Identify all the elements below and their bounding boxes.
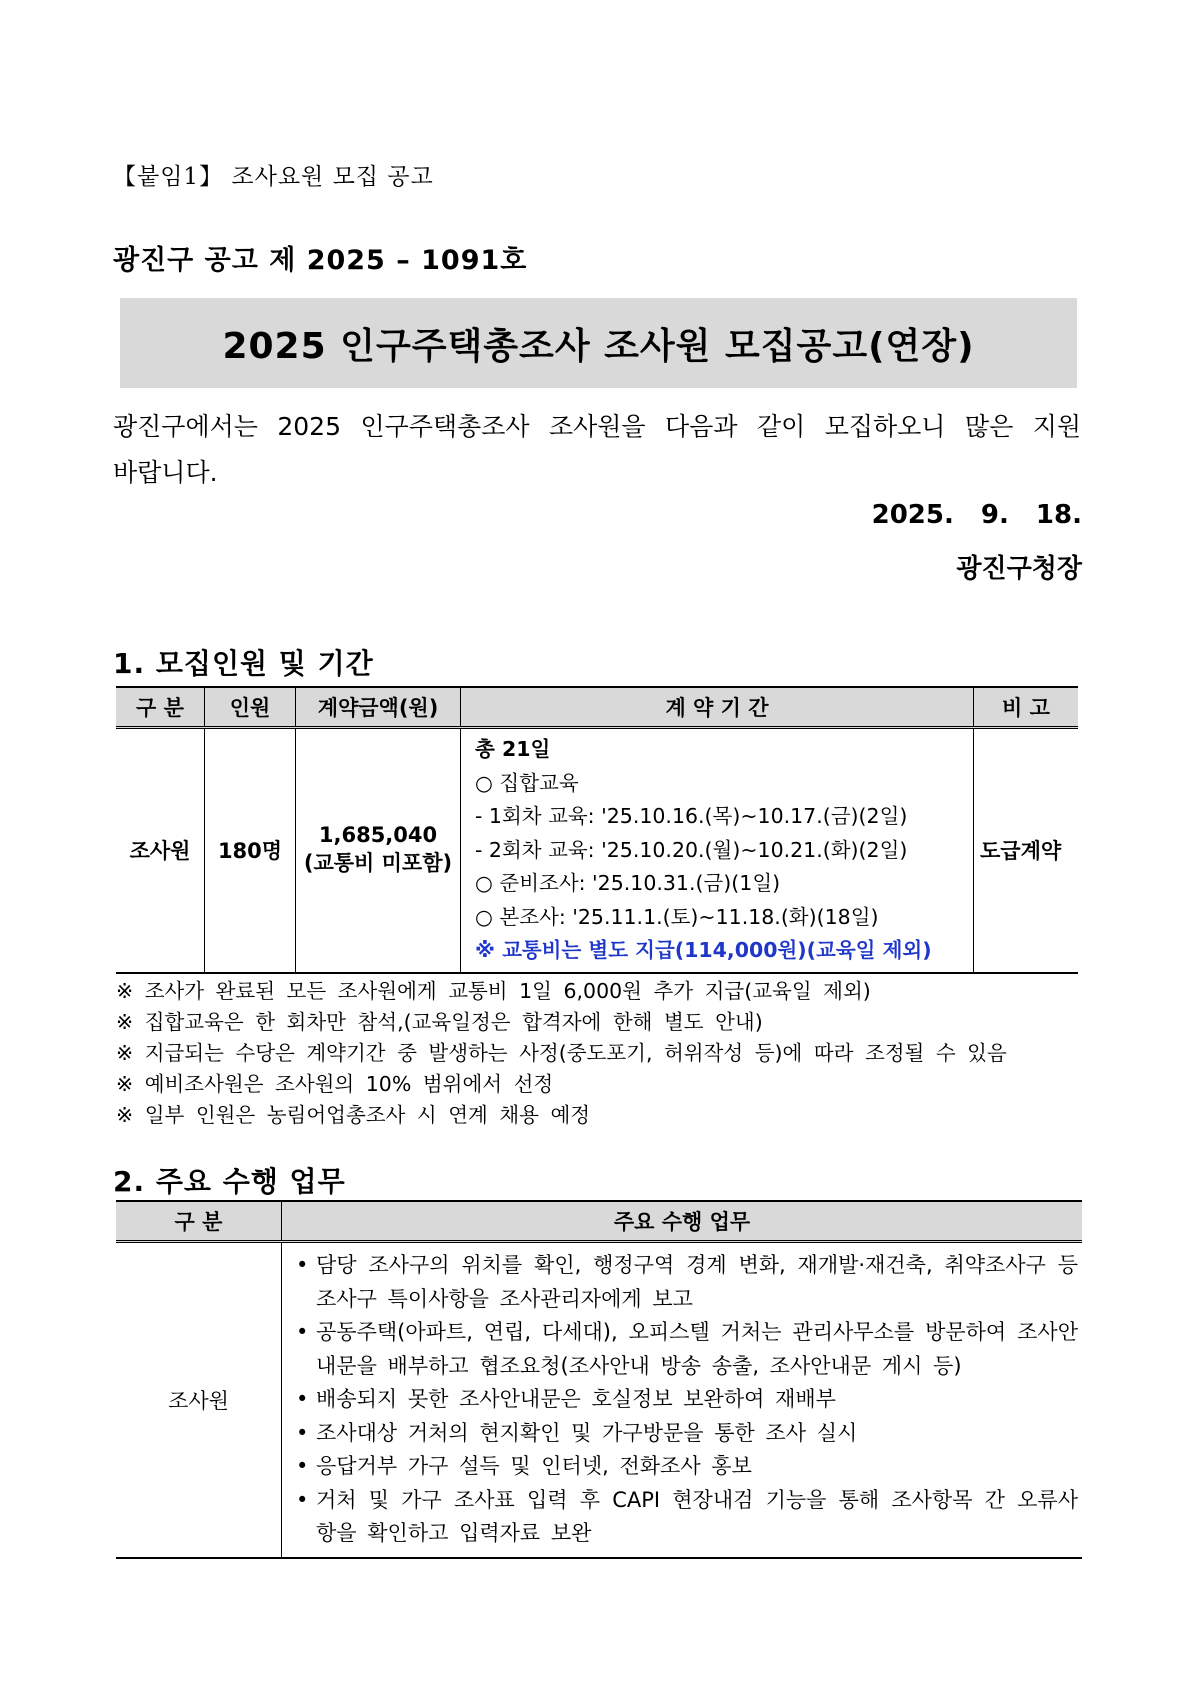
intro-paragraph: 광진구에서는 2025 인구주택총조사 조사원을 다음과 같이 모집하오니 많은 지원 바랍니다.: [113, 412, 1081, 487]
col-remark: 비 고: [974, 687, 1079, 728]
period-line: - 1회차 교육: '25.10.16.(목)~10.17.(금)(2일): [475, 804, 908, 828]
row-headcount: 180명: [205, 728, 296, 973]
col-category: 구 분: [116, 687, 205, 728]
bullet-icon: •: [296, 1420, 309, 1445]
col-duties: 주요 수행 업무: [282, 1201, 1083, 1242]
note-item: ※ 조사가 완료된 모든 조사원에게 교통비 1일 6,000원 추가 지급(교육일 제외): [116, 979, 871, 1003]
notes-list: [116, 976, 1082, 1131]
table-header-row: [116, 687, 1078, 728]
period-line: - 2회차 교육: '25.10.20.(월)~10.21.(화)(2일): [475, 837, 908, 862]
section1-heading: 1. 모집인원 및 기간: [113, 647, 374, 680]
row-amount: 1,685,040: [318, 823, 438, 848]
duty-item: • 담당 조사구의 위치를 확인, 행정구역 경계 변화, 재개발·재건축, 취약조사구 등 조사구 특이사항을 조사관리자에게 보고: [294, 1249, 1078, 1316]
page-title: 2025 인구주택총조사 조사원 모집공고(연장): [222, 325, 975, 367]
note-item: ※ 예비조사원은 조사원의 10% 범위에서 선정: [116, 1072, 554, 1096]
duties-list: [282, 1242, 1083, 1558]
bullet-icon: •: [296, 1253, 309, 1277]
note-item: ※ 집합교육은 한 회차만 참석,(교육일정은 합격자에 한해 별도 안내): [116, 1010, 763, 1034]
bullet-icon: •: [296, 1387, 309, 1411]
recruitment-table: [116, 686, 1078, 974]
duty-item: • 배송되지 못한 조사안내문은 호실정보 보완하여 재배부: [294, 1383, 1078, 1417]
col-period: 계 약 기 간: [461, 687, 974, 728]
duties-category: 조사원: [116, 1242, 282, 1558]
note-item: ※ 일부 인원은 농림어업총조사 시 연계 채용 예정: [116, 1103, 591, 1127]
bullet-icon: •: [296, 1487, 309, 1512]
table-header-row: [116, 1201, 1082, 1242]
section2-heading: 2. 주요 수행 업무: [113, 1165, 346, 1198]
period-line: ○ 준비조사: '25.10.31.(금)(1일): [475, 871, 781, 895]
period-total: 총 21일: [475, 737, 551, 761]
row-period: [461, 728, 974, 973]
row-remark: 도급계약: [974, 728, 1079, 973]
attachment-label: 【붙임1】 조사요원 모집 공고: [113, 164, 434, 190]
notice-date: 2025. 9. 18.: [871, 500, 1082, 530]
bullet-icon: •: [296, 1320, 309, 1344]
period-line: ○ 본조사: '25.11.1.(토)~11.18.(화)(18일): [475, 904, 879, 929]
duties-table: [116, 1200, 1082, 1559]
title-banner: [120, 298, 1077, 388]
duty-item: • 조사대상 거처의 현지확인 및 가구방문을 통한 조사 실시: [294, 1417, 1078, 1451]
row-amount-note: (교통비 미포함): [303, 851, 453, 876]
period-highlight: ※ 교통비는 별도 지급(114,000원)(교육일 제외): [475, 938, 932, 962]
table-row: [116, 728, 1078, 973]
col-category: 구 분: [116, 1201, 282, 1242]
signer: 광진구청장: [956, 554, 1082, 584]
col-amount: 계약금액(원): [296, 687, 461, 728]
note-item: ※ 지급되는 수당은 계약기간 중 발생하는 사정(중도포기, 허위작성 등)에 따라 조정될 수 있음: [116, 1041, 1007, 1065]
col-headcount: 인원: [205, 687, 296, 728]
row-category: 조사원: [116, 728, 205, 973]
duty-item: • 거처 및 가구 조사표 입력 후 CAPI 현장내검 기능을 통해 조사항목 간 오류사항을 확인하고 입력자료 보완: [294, 1484, 1078, 1551]
table-row: [116, 1242, 1082, 1558]
row-amount-cell: [296, 728, 461, 973]
period-line: ○ 집합교육: [475, 770, 579, 795]
bullet-icon: •: [296, 1454, 309, 1478]
duty-item: • 응답거부 가구 설득 및 인터넷, 전화조사 홍보: [294, 1450, 1078, 1484]
notice-number: 광진구 공고 제 2025 – 1091호: [113, 245, 528, 276]
duty-item: • 공동주택(아파트, 연립, 다세대), 오피스텔 거처는 관리사무소를 방문하여 조사안내문을 배부하고 협조요청(조사안내 방송 송출, 조사안내문 게시 등): [294, 1316, 1078, 1383]
